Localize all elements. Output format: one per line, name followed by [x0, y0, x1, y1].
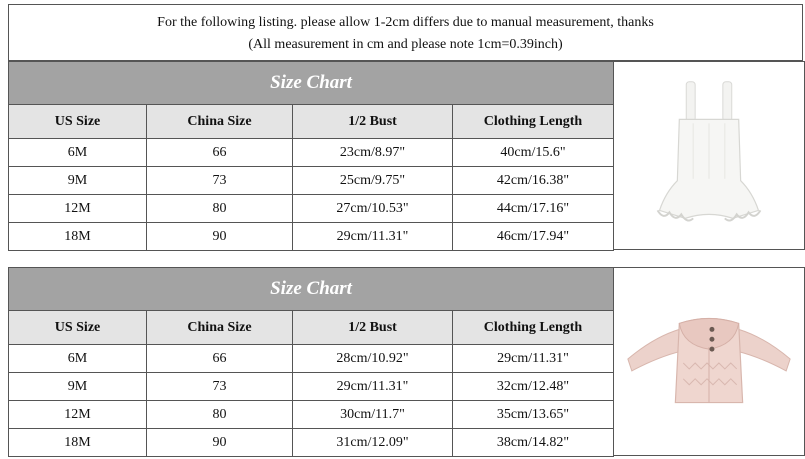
cell-us-size: 6M — [9, 139, 147, 167]
cell-half-bust: 28cm/10.92" — [293, 345, 453, 373]
header-clothing-length: Clothing Length — [453, 105, 614, 139]
cell-us-size: 6M — [9, 345, 147, 373]
pink-knit-cardigan-icon — [614, 268, 804, 455]
measurement-notice — [8, 4, 803, 61]
table-row — [9, 167, 614, 195]
cell-half-bust: 29cm/11.31" — [293, 373, 453, 401]
cell-half-bust: 30cm/11.7" — [293, 401, 453, 429]
cell-us-size: 12M — [9, 401, 147, 429]
header-clothing-length: Clothing Length — [453, 311, 614, 345]
size-chart-table-1 — [8, 61, 614, 251]
cell-clothing-length: 46cm/17.94" — [453, 223, 614, 251]
table-row — [9, 345, 614, 373]
cell-us-size: 9M — [9, 373, 147, 401]
table-row — [9, 195, 614, 223]
table-row — [9, 429, 614, 457]
cell-clothing-length: 40cm/15.6" — [453, 139, 614, 167]
table-row — [9, 139, 614, 167]
cell-half-bust: 29cm/11.31" — [293, 223, 453, 251]
cell-half-bust: 31cm/12.09" — [293, 429, 453, 457]
header-us-size: US Size — [9, 311, 147, 345]
table-row — [9, 401, 614, 429]
cell-half-bust: 27cm/10.53" — [293, 195, 453, 223]
cell-clothing-length: 44cm/17.16" — [453, 195, 614, 223]
cell-clothing-length: 29cm/11.31" — [453, 345, 614, 373]
cell-china-size: 80 — [147, 401, 293, 429]
white-knit-romper-icon — [614, 62, 804, 249]
cell-china-size: 80 — [147, 195, 293, 223]
cell-clothing-length: 32cm/12.48" — [453, 373, 614, 401]
chart-title: Size Chart — [9, 62, 614, 105]
cell-china-size: 73 — [147, 167, 293, 195]
cell-us-size: 18M — [9, 429, 147, 457]
cell-clothing-length: 42cm/16.38" — [453, 167, 614, 195]
cell-us-size: 12M — [9, 195, 147, 223]
header-half-bust: 1/2 Bust — [293, 311, 453, 345]
cell-china-size: 73 — [147, 373, 293, 401]
size-chart-block-2 — [8, 267, 805, 456]
size-chart-block-1 — [8, 61, 805, 250]
table-row — [9, 223, 614, 251]
notice-line-2: (All measurement in cm and please note 1cm=0.39inch) — [248, 37, 563, 52]
table-row — [9, 373, 614, 401]
header-china-size: China Size — [147, 311, 293, 345]
cell-us-size: 9M — [9, 167, 147, 195]
size-chart-table-2 — [8, 267, 614, 457]
product-photo-cardigan — [613, 267, 805, 456]
chart-title: Size Chart — [9, 268, 614, 311]
cell-china-size: 90 — [147, 429, 293, 457]
header-china-size: China Size — [147, 105, 293, 139]
cell-half-bust: 23cm/8.97" — [293, 139, 453, 167]
header-us-size: US Size — [9, 105, 147, 139]
cell-china-size: 66 — [147, 345, 293, 373]
cell-half-bust: 25cm/9.75" — [293, 167, 453, 195]
notice-line-1: For the following listing. please allow 1-2cm differs due to manual measurement, thanks — [157, 15, 654, 30]
product-photo-romper — [613, 61, 805, 250]
cell-china-size: 90 — [147, 223, 293, 251]
cell-us-size: 18M — [9, 223, 147, 251]
cell-clothing-length: 38cm/14.82" — [453, 429, 614, 457]
header-half-bust: 1/2 Bust — [293, 105, 453, 139]
cell-china-size: 66 — [147, 139, 293, 167]
cell-clothing-length: 35cm/13.65" — [453, 401, 614, 429]
